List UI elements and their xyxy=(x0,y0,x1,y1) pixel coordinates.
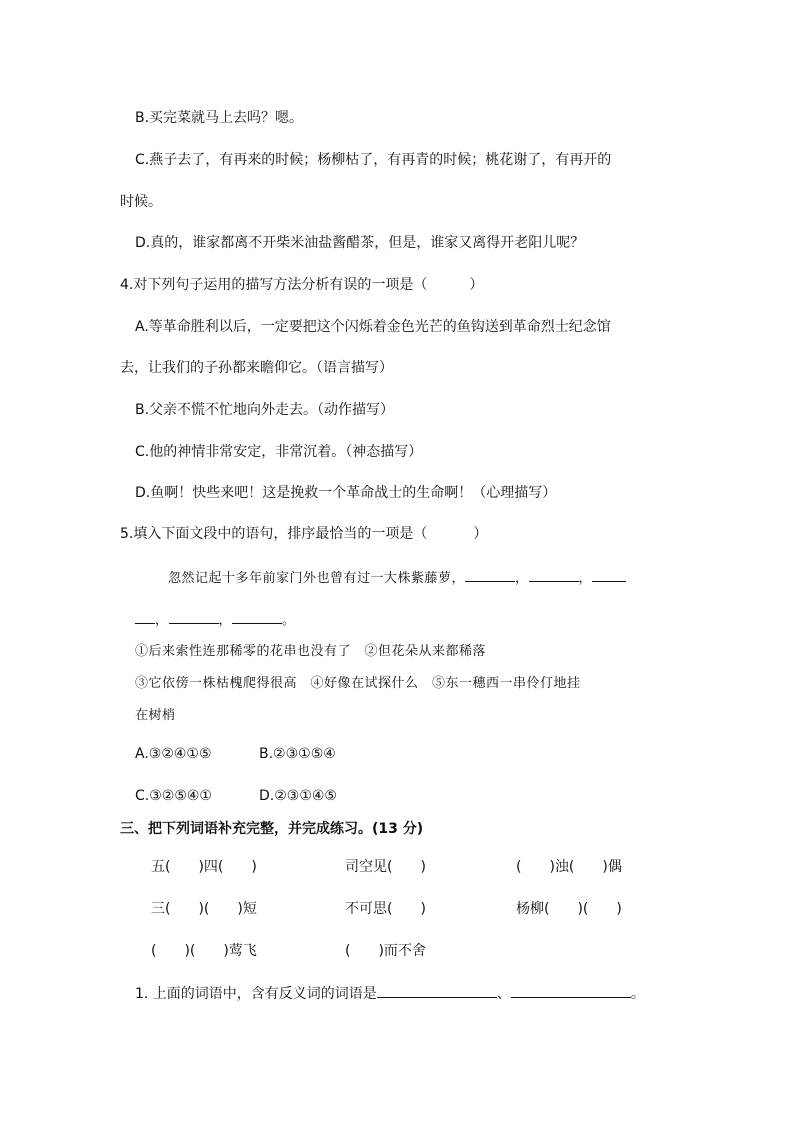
q5-sep: ， xyxy=(218,613,233,628)
q5-stem-text: 5.填入下面文段中的语句，排序最恰当的一项是（ xyxy=(120,526,428,542)
word-item: ( )( )莺飞 xyxy=(151,943,257,959)
q5-option-b: B.②③①⑤④ xyxy=(259,746,336,762)
word-item: ( )浊( )偶 xyxy=(516,859,622,875)
q5-option-d: D.②③①④⑤ xyxy=(259,788,337,804)
q5-sep: ， xyxy=(515,571,529,586)
q3-option-b: B.买完菜就马上去吗？嗯。 xyxy=(135,110,304,126)
section3-q1-sep: 、 xyxy=(496,986,511,1002)
q5-blank-5[interactable] xyxy=(232,609,282,624)
q4-stem-text: 4.对下列句子运用的描写方法分析有误的一项是（ xyxy=(120,277,428,293)
q4-stem-close: ） xyxy=(469,277,484,293)
q5-blank-4[interactable] xyxy=(169,609,219,624)
q4-option-d: D.鱼啊！快些来吧！这是挽救一个革命战士的生命啊！（心理描写） xyxy=(135,485,557,501)
q5-blank-1[interactable] xyxy=(465,567,515,582)
section3-title: 三、把下列词语补充完整，并完成练习。(13 分) xyxy=(120,821,424,837)
q5-items-line3: 在树梢 xyxy=(135,708,176,723)
q3-option-d: D.真的，谁家都离不开柴米油盐酱醋茶，但是，谁家又离得开老阳儿呢？ xyxy=(135,235,585,251)
q5-passage-line1 xyxy=(168,567,626,589)
q5-sep: ， xyxy=(155,613,169,628)
word-item: 杨柳( )( ) xyxy=(516,901,622,917)
q3-option-c-line1: C.燕子去了，有再来的时候；杨柳枯了，有再青的时候；桃花谢了，有再开的 xyxy=(135,152,612,168)
q4-stem xyxy=(120,275,483,295)
section3-q1-end: 。 xyxy=(630,986,645,1002)
q5-blank-3a[interactable] xyxy=(592,567,626,582)
q4-option-c: C.他的神情非常安定，非常沉着。（神态描写） xyxy=(135,444,423,460)
word-item: 司空见( ) xyxy=(345,859,426,875)
q5-blank-2[interactable] xyxy=(529,567,579,582)
word-item: 三( )( )短 xyxy=(151,901,257,917)
q5-option-a: A.③②④①⑤ xyxy=(135,746,212,762)
q5-blank-3b[interactable] xyxy=(135,609,155,624)
q5-option-c: C.③②⑤④① xyxy=(135,788,212,804)
section3-q1-blank-2[interactable] xyxy=(511,983,631,998)
section3-q1 xyxy=(135,983,645,1004)
word-item: 不可思( ) xyxy=(345,901,426,917)
q5-passage-text: 忽然记起十多年前家门外也曾有过一大株紫藤萝， xyxy=(168,571,466,586)
word-item: ( )而不舍 xyxy=(345,943,426,959)
word-item: 五( )四( ) xyxy=(151,859,257,875)
q5-stem-close: ） xyxy=(473,526,488,542)
section3-q1-blank-1[interactable] xyxy=(377,983,497,998)
q3-option-c-line2: 时候。 xyxy=(120,194,162,210)
q5-end: 。 xyxy=(282,613,296,628)
q5-items-line2: ③它依傍一株枯槐爬得很高 ④好像在试探什么 ⑤东一穗西一串伶仃地挂 xyxy=(135,676,581,691)
q4-option-a-line2: 去，让我们的子孙都来瞻仰它。（语言描写） xyxy=(120,360,393,376)
q5-items-line1: ①后来索性连那稀零的花串也没有了 ②但花朵从来都稀落 xyxy=(135,644,487,659)
section3-q1-text: 1. 上面的词语中，含有反义词的词语是 xyxy=(135,986,377,1002)
q5-passage-line2 xyxy=(135,609,296,631)
q4-option-a-line1: A.等革命胜利以后，一定要把这个闪烁着金色光芒的鱼钩送到革命烈士纪念馆 xyxy=(135,319,611,335)
q5-sep: ， xyxy=(578,571,593,586)
q4-option-b: B.父亲不慌不忙地向外走去。（动作描写） xyxy=(135,402,395,418)
q5-stem xyxy=(120,524,487,544)
